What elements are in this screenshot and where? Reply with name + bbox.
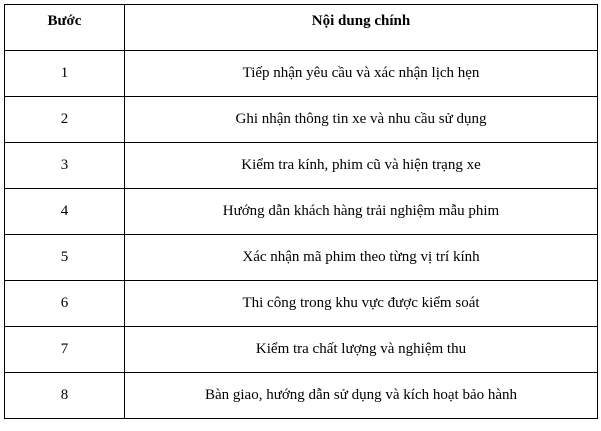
step-content: Bàn giao, hướng dẫn sử dụng và kích hoạt bảo hành <box>125 373 598 419</box>
table-row <box>5 97 598 143</box>
table-row <box>5 143 598 189</box>
step-number: 3 <box>5 143 125 189</box>
steps-table <box>4 4 598 419</box>
table-row <box>5 235 598 281</box>
step-number: 2 <box>5 97 125 143</box>
table-row <box>5 51 598 97</box>
step-content: Thi công trong khu vực được kiểm soát <box>125 281 598 327</box>
step-number: 1 <box>5 51 125 97</box>
step-number: 4 <box>5 189 125 235</box>
step-number: 8 <box>5 373 125 419</box>
step-content: Ghi nhận thông tin xe và nhu cầu sử dụng <box>125 97 598 143</box>
step-content: Tiếp nhận yêu cầu và xác nhận lịch hẹn <box>125 51 598 97</box>
step-content: Kiểm tra kính, phim cũ và hiện trạng xe <box>125 143 598 189</box>
step-content: Xác nhận mã phim theo từng vị trí kính <box>125 235 598 281</box>
table-row <box>5 327 598 373</box>
table-row <box>5 189 598 235</box>
step-number: 7 <box>5 327 125 373</box>
table-row <box>5 373 598 419</box>
table-header-row <box>5 5 598 51</box>
table-row <box>5 281 598 327</box>
step-content: Hướng dẫn khách hàng trải nghiệm mẫu phim <box>125 189 598 235</box>
step-number: 6 <box>5 281 125 327</box>
header-content: Nội dung chính <box>125 5 598 51</box>
step-number: 5 <box>5 235 125 281</box>
header-step: Bước <box>5 5 125 51</box>
step-content: Kiểm tra chất lượng và nghiệm thu <box>125 327 598 373</box>
